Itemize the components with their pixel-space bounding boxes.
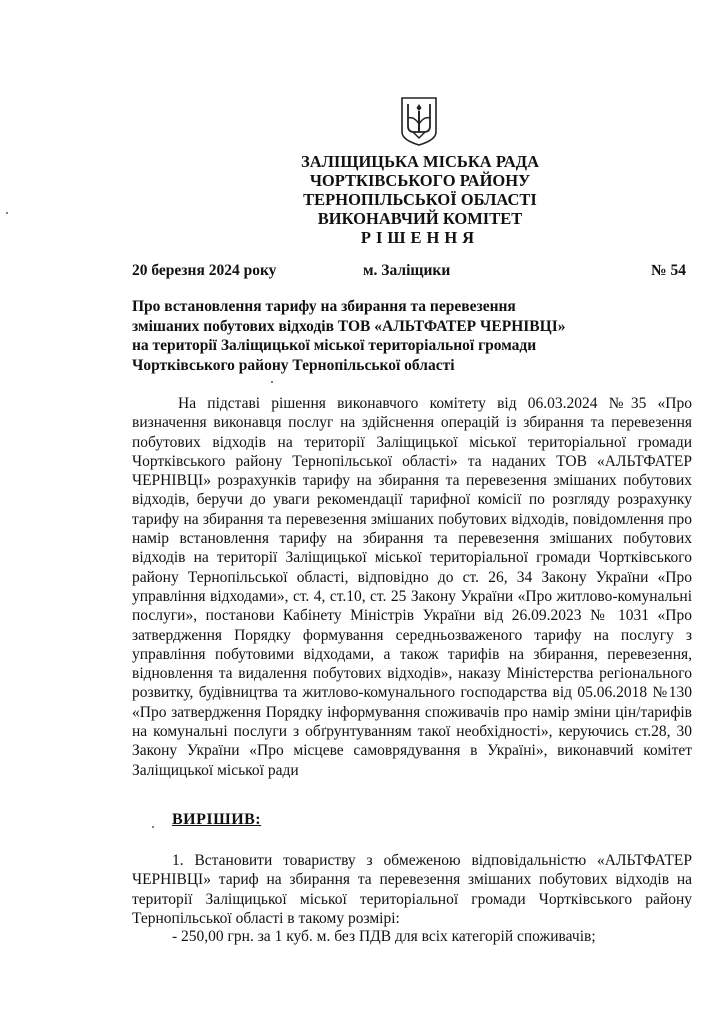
preamble-section	[132, 394, 692, 780]
scan-speck	[271, 381, 273, 383]
document-title	[132, 297, 692, 375]
council-name: ЗАЛІЩИЦЬКА МІСЬКА РАДА	[300, 152, 540, 171]
trident-emblem-icon	[399, 96, 439, 146]
document-date: 20 березня 2024 року	[132, 262, 277, 279]
resolved-heading: ВИРІШИВ:	[172, 811, 262, 828]
point-1-paragraph: 1. Встановити товариству з обмеженою відповідальністю «АЛЬТФАТЕР ЧЕРНІВЦІ» тариф на збирання та перевезення змішаних побутових відходів на території Заліщицької міської територіальної громади Чортківського району Тернопільської області в такому розмірі:	[132, 852, 692, 927]
point-section	[132, 851, 692, 928]
title-line: на території Заліщицької міської територіальної громади	[132, 337, 537, 354]
scan-speck	[152, 826, 154, 828]
title-line: Про встановлення тарифу на збирання та перевезення	[132, 298, 516, 315]
title-line: Чортківського району Тернопільської області	[132, 356, 455, 374]
document-number: № 54	[651, 262, 686, 279]
preamble-paragraph: На підставі рішення виконавчого комітету від 06.03.2024 №35 «Про визначення виконавця послуг на здійснення операцій із збирання та перевезення побутових відходів на території Заліщицької міської територіальної громади Чортківського району Тернопільської області» та наданих ТОВ «АЛЬТФАТЕР ЧЕРНІВЦІ» розрахунків тарифу на збирання та перевезення змішаних побутових відходів, беручи до уваги рекомендації тарифної комісії по розгляду розрахунку тарифу на збирання та перевезення змішаних побутових відходів, повідомлення про намір встановлення тарифу на збирання та перевезення змішаних побутових відходів на території Заліщицької міської територіальної громади Чортківського району Тернопільської області, відповідно до ст. 26, 34 Закону України «Про управління відходами», ст. 4, ст.10, ст. 25 Закону України «Про житлово-комунальні послуги», постанови Кабінету Міністрів України від 26.09.2023 № 1031 «Про затвердження Порядку формування середньозваженого тарифу на послугу з управління побутовими відходами, а також тарифів на збирання, перевезення, відновлення та видалення побутових відходів», наказу Міністерства регіонального розвитку, будівництва та житлово-комунального господарства від 05.06.2018 №130 «Про затвердження Порядку інформування споживачів про намір зміни цін/тарифів на комунальні послуги з обґрунтуванням такої необхідності», керуючись ст.28, 30 Закону України «Про місцеве самоврядування в Україні», виконавчий комітет Заліщицької міської ради	[132, 395, 692, 779]
district-name: ЧОРТКІВСЬКОГО РАЙОНУ	[309, 171, 531, 190]
document-type: РІШЕННЯ	[360, 228, 480, 247]
scan-speck	[6, 212, 8, 214]
committee-name: ВИКОНАВЧИЙ КОМІТЕТ	[317, 209, 523, 228]
document-place: м. Заліщики	[363, 262, 451, 279]
tariff-item: - 250,00 грн. за 1 куб. м. без ПДВ для всіх категорій споживачів;	[172, 928, 596, 945]
title-line: змішаних побутових відходів ТОВ «АЛЬТФАТЕР ЧЕРНІВЦІ»	[132, 317, 566, 335]
region-name: ТЕРНОПІЛЬСЬКОЇ ОБЛАСТІ	[303, 190, 537, 209]
